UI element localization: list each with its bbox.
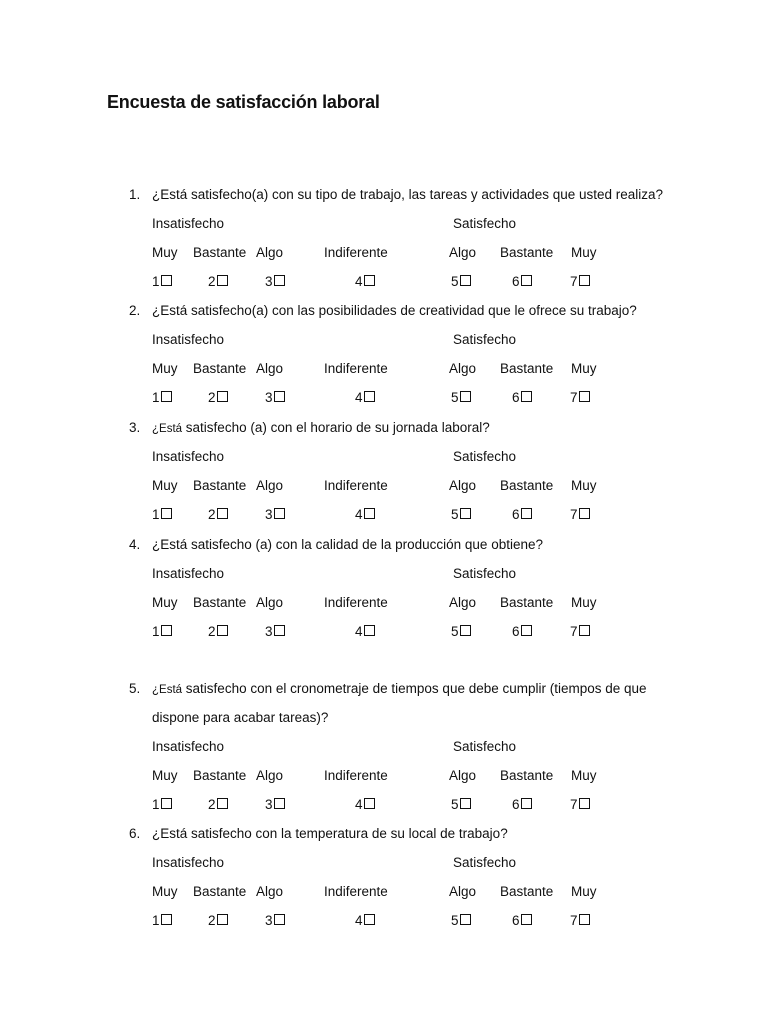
checkbox[interactable] (274, 914, 285, 925)
rating-value: 1 (152, 274, 160, 289)
scale-group-label-insatisfecho: Insatisfecho (152, 855, 225, 870)
checkbox[interactable] (217, 625, 228, 636)
rating-value: 7 (570, 913, 578, 928)
scale-group-label-satisfecho: Satisfecho (453, 449, 517, 464)
scale-level-label: Bastante (193, 478, 247, 493)
question-number: 1. (129, 187, 141, 202)
rating-option[interactable] (512, 913, 532, 928)
rating-option[interactable] (265, 913, 285, 928)
rating-value: 2 (208, 507, 216, 522)
scale-level-label: Algo (256, 361, 284, 376)
question-number: 4. (129, 537, 141, 552)
rating-option[interactable] (152, 274, 172, 289)
rating-option[interactable] (355, 274, 375, 289)
rating-option[interactable] (208, 274, 228, 289)
scale-level-label: Muy (152, 361, 178, 376)
rating-value: 4 (355, 390, 363, 405)
rating-option[interactable] (512, 624, 532, 639)
question-line: dispone para acabar tareas)? (152, 710, 329, 725)
rating-value: 2 (208, 797, 216, 812)
rating-option[interactable] (570, 390, 590, 405)
rating-option[interactable] (512, 390, 532, 405)
checkbox[interactable] (274, 508, 285, 519)
scale-level-label: Indiferente (324, 478, 388, 493)
scale-group-label-satisfecho: Satisfecho (453, 566, 517, 581)
rating-value: 4 (355, 913, 363, 928)
rating-value: 1 (152, 624, 160, 639)
rating-option[interactable] (570, 913, 590, 928)
scale-level-label: Muy (571, 884, 597, 899)
checkbox[interactable] (521, 508, 532, 519)
rating-value: 5 (451, 507, 459, 522)
rating-option[interactable] (208, 797, 228, 812)
question-text (152, 187, 663, 202)
rating-value: 1 (152, 913, 160, 928)
scale-level-label: Muy (152, 768, 178, 783)
scale-level-label: Indiferente (324, 595, 388, 610)
rating-option[interactable] (355, 507, 375, 522)
scale-level-label: Bastante (500, 884, 554, 899)
scale-level-label: Algo (449, 245, 477, 260)
scale-level-label: Algo (449, 595, 477, 610)
question-text (152, 537, 543, 552)
question-text (152, 420, 490, 435)
scale-level-label: Bastante (500, 595, 554, 610)
rating-option[interactable] (355, 797, 375, 812)
rating-option[interactable] (265, 390, 285, 405)
checkbox[interactable] (521, 914, 532, 925)
scale-level-label: Bastante (193, 595, 247, 610)
rating-value: 2 (208, 274, 216, 289)
checkbox[interactable] (274, 798, 285, 809)
checkbox[interactable] (274, 275, 285, 286)
rating-value: 2 (208, 624, 216, 639)
scale-level-label: Algo (256, 768, 284, 783)
rating-value: 3 (265, 624, 273, 639)
scale-level-label: Bastante (193, 884, 247, 899)
rating-option[interactable] (152, 507, 172, 522)
question-number: 6. (129, 826, 141, 841)
rating-value: 6 (512, 797, 520, 812)
scale-group-label-insatisfecho: Insatisfecho (152, 216, 225, 231)
question-number: 2. (129, 303, 141, 318)
scale-group-label-satisfecho: Satisfecho (453, 855, 517, 870)
checkbox[interactable] (161, 275, 172, 286)
checkbox[interactable] (460, 625, 471, 636)
rating-value: 5 (451, 390, 459, 405)
rating-value: 6 (512, 274, 520, 289)
rating-option[interactable] (512, 797, 532, 812)
scale-group-label-satisfecho: Satisfecho (453, 739, 517, 754)
rating-value: 4 (355, 797, 363, 812)
scale-level-label: Muy (571, 768, 597, 783)
rating-option[interactable] (451, 624, 471, 639)
scale-group-label-satisfecho: Satisfecho (453, 332, 517, 347)
scale-level-label: Algo (449, 768, 477, 783)
scale-level-label: Muy (152, 884, 178, 899)
rating-value: 6 (512, 624, 520, 639)
checkbox[interactable] (460, 275, 471, 286)
question-line: ¿Está satisfecho(a) con su tipo de trabajo, las tareas y actividades que usted realiza? (152, 187, 664, 202)
scale-level-label: Muy (152, 245, 178, 260)
scale-level-label: Bastante (500, 361, 554, 376)
scale-level-label: Muy (571, 478, 597, 493)
checkbox[interactable] (579, 508, 590, 519)
checkbox[interactable] (460, 508, 471, 519)
rating-option[interactable] (451, 797, 471, 812)
checkbox[interactable] (521, 391, 532, 402)
checkbox[interactable] (274, 391, 285, 402)
checkbox[interactable] (364, 275, 375, 286)
rating-option[interactable] (355, 624, 375, 639)
scale-level-label: Bastante (500, 768, 554, 783)
rating-value: 7 (570, 624, 578, 639)
checkbox[interactable] (579, 391, 590, 402)
checkbox[interactable] (364, 508, 375, 519)
checkbox[interactable] (579, 914, 590, 925)
scale-level-label: Bastante (500, 245, 554, 260)
rating-option[interactable] (570, 624, 590, 639)
rating-option[interactable] (265, 797, 285, 812)
checkbox[interactable] (217, 914, 228, 925)
scale-level-label: Algo (256, 478, 284, 493)
rating-value: 5 (451, 797, 459, 812)
rating-option[interactable] (451, 274, 471, 289)
rating-value: 1 (152, 797, 160, 812)
question-number: 5. (129, 681, 141, 696)
checkbox[interactable] (460, 391, 471, 402)
rating-value: 2 (208, 913, 216, 928)
rating-option[interactable] (152, 390, 172, 405)
scale-group-label-insatisfecho: Insatisfecho (152, 449, 225, 464)
rating-option[interactable] (570, 274, 590, 289)
checkbox[interactable] (521, 625, 532, 636)
scale-level-label: Indiferente (324, 884, 388, 899)
question-text (152, 681, 647, 696)
question-prefix: ¿Está (152, 423, 183, 435)
scale-level-label: Muy (571, 595, 597, 610)
checkbox[interactable] (217, 798, 228, 809)
checkbox[interactable] (274, 625, 285, 636)
question-line: satisfecho con el cronometraje de tiempos que debe cumplir (tiempos de que (182, 681, 647, 696)
rating-option[interactable] (512, 274, 532, 289)
rating-value: 3 (265, 797, 273, 812)
rating-value: 6 (512, 507, 520, 522)
rating-value: 5 (451, 913, 459, 928)
rating-option[interactable] (355, 913, 375, 928)
rating-value: 7 (570, 274, 578, 289)
rating-option[interactable] (152, 797, 172, 812)
question-text (152, 826, 508, 841)
scale-level-label: Indiferente (324, 245, 388, 260)
scale-group-label-satisfecho: Satisfecho (453, 216, 517, 231)
rating-option[interactable] (152, 624, 172, 639)
scale-level-label: Muy (152, 478, 178, 493)
rating-value: 4 (355, 624, 363, 639)
checkbox[interactable] (579, 625, 590, 636)
checkbox[interactable] (364, 798, 375, 809)
checkbox[interactable] (364, 391, 375, 402)
checkbox[interactable] (364, 914, 375, 925)
question-number: 3. (129, 420, 141, 435)
checkbox[interactable] (161, 914, 172, 925)
rating-option[interactable] (451, 507, 471, 522)
question-prefix: ¿Está (152, 684, 183, 696)
rating-option[interactable] (265, 274, 285, 289)
scale-level-label: Muy (152, 595, 178, 610)
checkbox[interactable] (579, 275, 590, 286)
scale-level-label: Indiferente (324, 768, 388, 783)
checkbox[interactable] (217, 275, 228, 286)
question-text (152, 303, 637, 318)
scale-level-label: Algo (256, 884, 284, 899)
rating-option[interactable] (570, 797, 590, 812)
rating-value: 1 (152, 507, 160, 522)
checkbox[interactable] (460, 798, 471, 809)
rating-option[interactable] (265, 624, 285, 639)
rating-option[interactable] (451, 913, 471, 928)
question-text (152, 710, 328, 725)
rating-value: 4 (355, 507, 363, 522)
rating-value: 3 (265, 390, 273, 405)
scale-level-label: Muy (571, 245, 597, 260)
rating-option[interactable] (355, 390, 375, 405)
checkbox[interactable] (161, 625, 172, 636)
rating-option[interactable] (208, 390, 228, 405)
rating-option[interactable] (208, 507, 228, 522)
scale-level-label: Muy (571, 361, 597, 376)
checkbox[interactable] (521, 798, 532, 809)
rating-value: 7 (570, 390, 578, 405)
rating-value: 1 (152, 390, 160, 405)
question-line: ¿Está satisfecho (a) con la calidad de la producción que obtiene? (152, 537, 543, 552)
scale-group-label-insatisfecho: Insatisfecho (152, 332, 225, 347)
checkbox[interactable] (217, 391, 228, 402)
checkbox[interactable] (521, 275, 532, 286)
rating-option[interactable] (451, 390, 471, 405)
rating-value: 3 (265, 507, 273, 522)
checkbox[interactable] (217, 508, 228, 519)
checkbox[interactable] (161, 798, 172, 809)
scale-level-label: Algo (449, 361, 477, 376)
scale-level-label: Indiferente (324, 361, 388, 376)
checkbox[interactable] (460, 914, 471, 925)
rating-option[interactable] (208, 913, 228, 928)
scale-group-label-insatisfecho: Insatisfecho (152, 566, 225, 581)
rating-option[interactable] (152, 913, 172, 928)
rating-value: 3 (265, 913, 273, 928)
checkbox[interactable] (161, 508, 172, 519)
scale-level-label: Bastante (193, 361, 247, 376)
question-line: ¿Está satisfecho con la temperatura de su local de trabajo? (152, 826, 508, 841)
rating-option[interactable] (570, 507, 590, 522)
rating-value: 3 (265, 274, 273, 289)
checkbox[interactable] (579, 798, 590, 809)
checkbox[interactable] (364, 625, 375, 636)
rating-value: 6 (512, 913, 520, 928)
rating-value: 2 (208, 390, 216, 405)
rating-option[interactable] (208, 624, 228, 639)
scale-level-label: Bastante (193, 245, 247, 260)
scale-level-label: Bastante (193, 768, 247, 783)
scale-level-label: Algo (449, 478, 477, 493)
scale-level-label: Algo (449, 884, 477, 899)
page-title: Encuesta de satisfacción laboral (107, 92, 380, 112)
scale-level-label: Bastante (500, 478, 554, 493)
question-line: satisfecho (a) con el horario de su jornada laboral? (182, 420, 490, 435)
rating-option[interactable] (512, 507, 532, 522)
rating-value: 6 (512, 390, 520, 405)
checkbox[interactable] (161, 391, 172, 402)
rating-value: 5 (451, 274, 459, 289)
rating-value: 4 (355, 274, 363, 289)
scale-group-label-insatisfecho: Insatisfecho (152, 739, 225, 754)
rating-value: 7 (570, 507, 578, 522)
rating-value: 5 (451, 624, 459, 639)
rating-option[interactable] (265, 507, 285, 522)
scale-level-label: Algo (256, 595, 284, 610)
question-line: ¿Está satisfecho(a) con las posibilidades de creatividad que le ofrece su trabajo? (152, 303, 637, 318)
scale-level-label: Algo (256, 245, 284, 260)
rating-value: 7 (570, 797, 578, 812)
